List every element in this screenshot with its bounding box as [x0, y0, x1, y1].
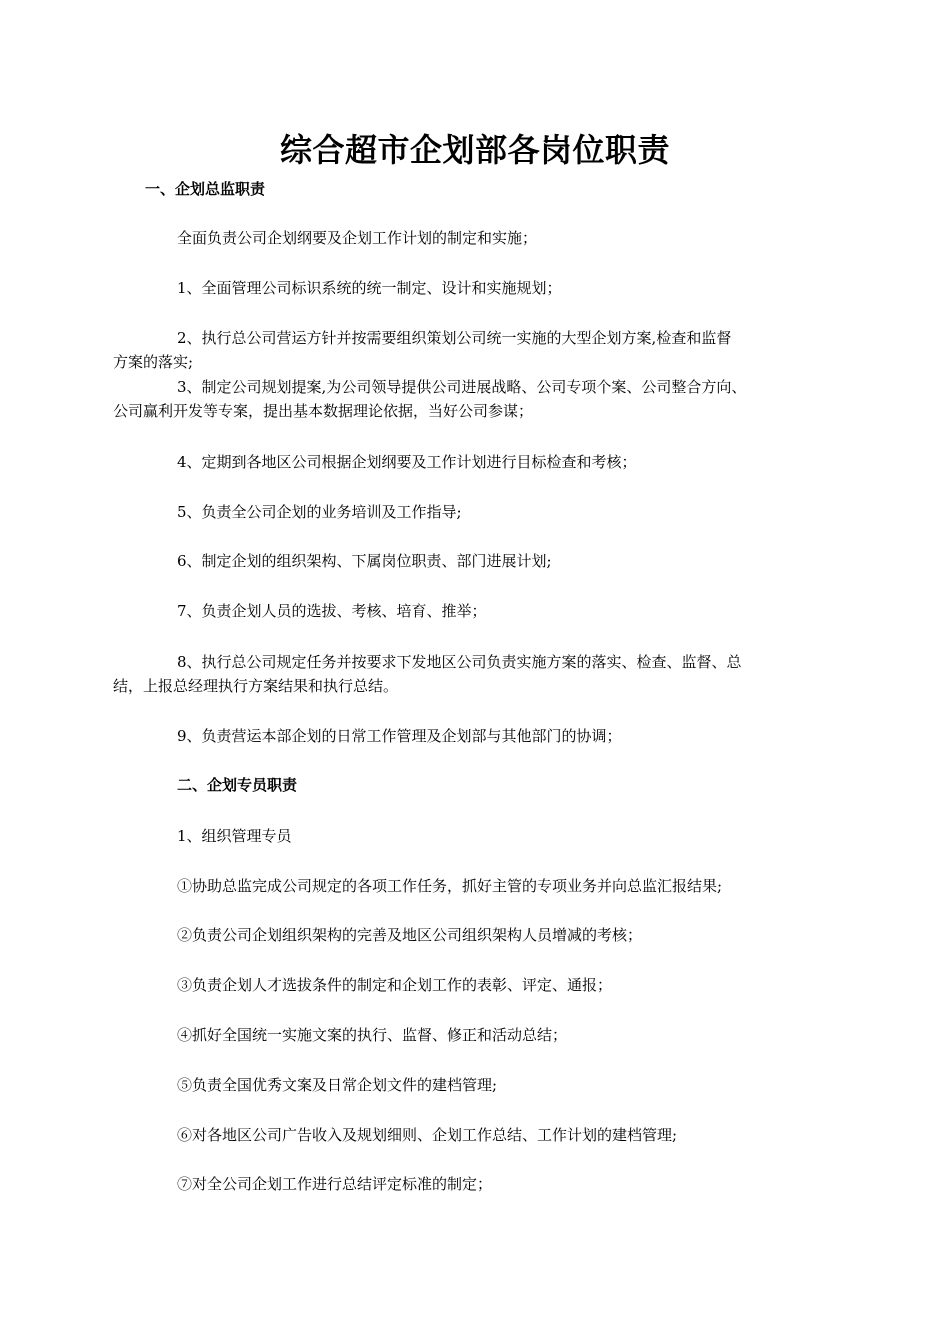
paragraph-line: 方案的落实;: [113, 353, 194, 371]
paragraph-intro: [145, 226, 805, 250]
paragraph-line: 公司赢利开发等专案，提出基本数据理论依据，当好公司参谋；: [113, 402, 534, 420]
paragraph-line: 1、全面管理公司标识系统的统一制定、设计和实施规划；: [177, 279, 562, 297]
paragraph-line: ④抓好全国统一实施文案的执行、监督、修正和活动总结；: [177, 1026, 568, 1044]
section-heading-specialist: 二、企划专员职责: [177, 776, 298, 794]
paragraph-line: ⑦对全公司企划工作进行总结评定标准的制定；: [177, 1175, 493, 1193]
sub-heading-org-management: [145, 824, 805, 848]
paragraph-line: 全面负责公司企划纲要及企划工作计划的制定和实施；: [177, 229, 538, 247]
paragraph-item-4: [145, 450, 805, 474]
paragraph-line: 9、负责营运本部企划的日常工作管理及企划部与其他部门的协调；: [177, 727, 622, 745]
paragraph-item-7: [145, 599, 805, 623]
paragraph-line: ①协助总监完成公司规定的各项工作任务，抓好主管的专项业务并向总监汇报结果;: [177, 877, 723, 895]
paragraph-line: 3、制定公司规划提案,为公司领导提供公司进展战略、公司专项个案、公司整合方向、: [177, 378, 747, 396]
duty-item-3: [145, 973, 805, 997]
paragraph-line: 4、定期到各地区公司根据企划纲要及工作计划进行目标检查和考核；: [177, 453, 637, 471]
paragraph-item-2: [113, 326, 805, 374]
paragraph-item-3: [113, 375, 805, 423]
paragraph-line: 1、组织管理专员: [177, 827, 292, 845]
paragraph-line: 6、制定企划的组织架构、下属岗位职责、部门进展计划;: [177, 552, 552, 570]
paragraph-line: ③负责企划人才选拔条件的制定和企划工作的表彰、评定、通报；: [177, 976, 613, 994]
paragraph-line: ⑥对各地区公司广告收入及规划细则、企划工作总结、工作计划的建档管理;: [177, 1126, 678, 1144]
paragraph-line: ②负责公司企划组织架构的完善及地区公司组织架构人员增减的考核；: [177, 926, 643, 944]
paragraph-line: 2、执行总公司营运方针并按需要组织策划公司统一实施的大型企划方案,检查和监督: [177, 329, 732, 347]
paragraph-item-6: [145, 549, 805, 573]
duty-item-4: [145, 1023, 805, 1047]
paragraph-item-1: [145, 276, 805, 300]
paragraph-line: 结，上报总经理执行方案结果和执行总结。: [113, 677, 399, 695]
duty-item-2: [145, 923, 805, 947]
paragraph-line: 8、执行总公司规定任务并按要求下发地区公司负责实施方案的落实、检查、监督、总: [177, 653, 742, 671]
paragraph-item-9: [145, 724, 805, 748]
paragraph-line: 7、负责企划人员的选拔、考核、培育、推举；: [177, 602, 487, 620]
paragraph-line: 5、负责全公司企划的业务培训及工作指导;: [177, 503, 462, 521]
section-heading-director: 一、企划总监职责: [145, 180, 266, 198]
duty-item-6: [145, 1123, 805, 1147]
duty-item-7: [145, 1172, 805, 1196]
document-title: 综合超市企划部各岗位职责: [279, 131, 670, 169]
paragraph-item-5: [145, 500, 805, 524]
duty-item-5: [145, 1073, 805, 1097]
paragraph-line: ⑤负责全国优秀文案及日常企划文件的建档管理;: [177, 1076, 498, 1094]
paragraph-item-8: [113, 650, 805, 698]
duty-item-1: [145, 874, 805, 898]
